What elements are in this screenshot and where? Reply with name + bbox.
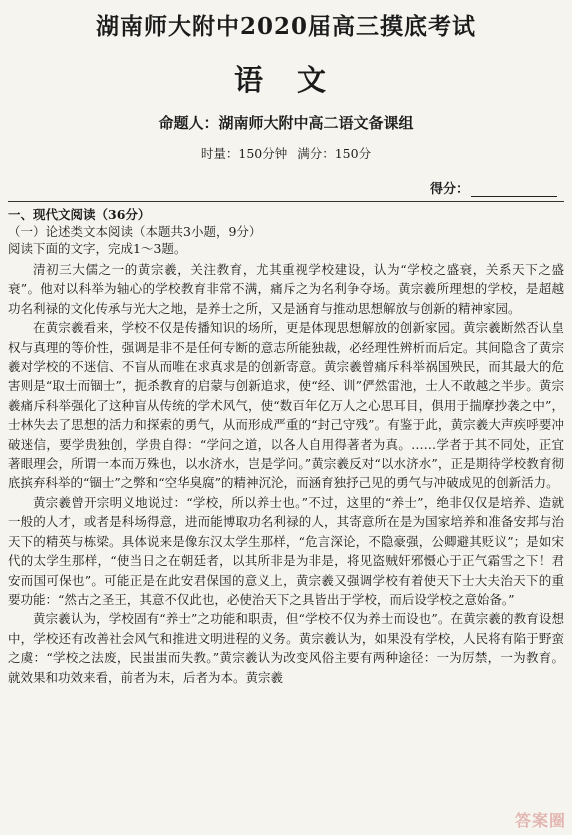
article-paragraph: 在黄宗羲看来，学校不仅是传播知识的场所，更是体现思想解放的创新家园。黄宗羲断然否认皇权与真理的等价性，强调是非不是任何专断的意志所能独裁，必经理性辨析而后定。其间隐含了黄宗羲对学校的不迷信、不盲从而唯在求真求是的创新寄意。黄宗羲曾痛斥科举祸国殃民，而其最大的危害则是“取士而锢士”，扼杀教育的启蒙与创新追求，使“经、训”俨然雷池，士人不敢越之半步。黄宗羲痛斥科举强化了这种盲从传统的学术风气，使“数百年亿万人之心思耳目，俱用于揣摩抄袭之中”，士林失去了思想的活力和探索的勇气，从而形成严重的“封己守残”。有鉴于此，黄宗羲大声疾呼要冲破迷信，要学贵独创，学贵自得：“学问之道，以各人自用得著者为真。……学者于其不同处，正宜著眼理会，所谓一本而万殊也，以水济水，岂是学问。”黄宗羲反对“以水济水”，正是期待学校教育彻底摈弃科举的“锢士”之弊和“空华臭腐”的精神沉沦，而涵育独抒己见的勇气与冲破成见的创新活力。	[8, 320, 564, 491]
time-info	[0, 144, 572, 162]
time-limit: 时量：150分钟	[200, 146, 288, 161]
divider	[8, 201, 564, 202]
section-instruction: 阅读下面的文字，完成1～3题。	[8, 241, 187, 256]
article-paragraph: 黄宗羲认为，学校固有“养士”之功能和职责，但“学校不仅为养士而设也”。在黄宗羲的教育设想中，学校还有改善社会风气和推进文明进程的义务。黄宗羲认为，如果没有学校，人民将有陷于野蛮之虞：“学校之法废，民蚩蚩而失教。”黄宗羲认为改变风俗主要有两种途径：一为厉禁，一为教育。就效果和功效来看，前者为末，后者为本。黄宗羲	[8, 611, 564, 685]
subject-title: 语 文	[233, 63, 339, 97]
article-body	[8, 260, 564, 830]
watermark: 答案圈	[514, 811, 566, 830]
full-score: 满分：150分	[297, 146, 372, 161]
setter-line: 命题人：湖南师大附中高二语文备课组	[158, 114, 414, 132]
article-paragraph: 黄宗羲曾开宗明义地说过：“学校，所以养士也。”不过，这里的“养士”，绝非仅仅是培养、造就一般的人才，或者是科场得意，进而能博取功名利禄的人，其寄意所在是为国家培养和准备安邦与治天下的精英与栋梁。具体说来是像东汉太学生那样，“危言深论，不隐豪强，公卿避其贬议”；是如宋代的太学生那样，“使当日之在朝廷者，以其所非是为非是，将见盗贼奸邪慑心于正气霜雪之下！君安而国可保也”。可能正是在此安君保国的意义上，黄宗羲又强调学校有着使天下士大夫治天下的重要功能：“然古之圣王，其意不仅此也，必使治天下之具皆出于学校，而后设学校之意始备。”	[8, 494, 564, 607]
exam-title: 湖南师大附中2020届高三摸底考试	[95, 13, 476, 40]
score-label: 得分：	[430, 182, 470, 197]
score-field	[430, 178, 560, 197]
section-subtitle: （一）论述类文本阅读（本题共3小题，9分）	[8, 224, 262, 239]
article-paragraph: 清初三大儒之一的黄宗羲，关注教育，尤其重视学校建设，认为“学校之盛衰，关系天下之盛衰”。他对以科举为轴心的学校教育非常不满，痛斥之为名利争夺场。黄宗羲所理想的学校，是超越功名利禄的文化传承与光大之地，是养士之所，又是涵育与推动思想解放与创新的精神家园。	[8, 262, 564, 316]
score-blank	[471, 182, 557, 197]
section-title: 一、现代文阅读（36分）	[8, 207, 151, 222]
